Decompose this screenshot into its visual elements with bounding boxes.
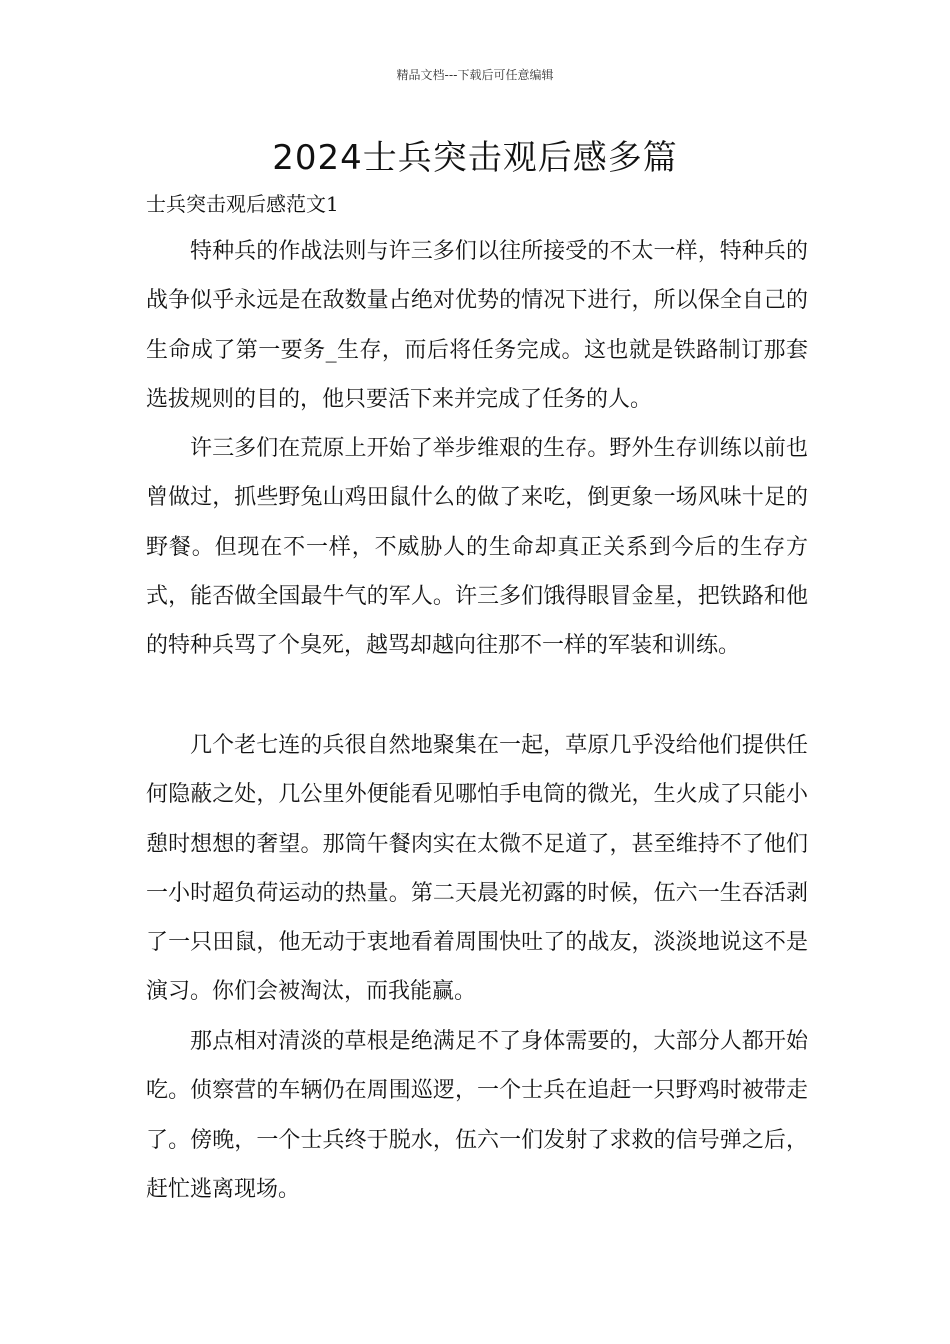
paragraph-2: 许三多们在荒原上开始了举步维艰的生存。野外生存训练以前也曾做过，抓些野兔山鸡田鼠什么的做了来吃，倒更象一场风味十足的野餐。但现在不一样，不威胁人的生命却真正关系到今后的生存方式，能否做全国最牛气的军人。许三多们饿得眼冒金星，把铁路和他的特种兵骂了个臭死，越骂却越向往那不一样的军装和训练。	[146, 436, 808, 659]
header-note: 精品文档---下载后可任意编辑	[396, 68, 554, 82]
paragraph-3: 几个老七连的兵很自然地聚集在一起，草原几乎没给他们提供任何隐蔽之处，几公里外便能看见哪怕手电筒的微光，生火成了只能小憩时想想的奢望。那筒午餐肉实在太微不足道了，甚至维持不了他们一小时超负荷运动的热量。第二天晨光初露的时候，伍六一生吞活剥了一只田鼠，他无动于衷地看着周围快吐了的战友，淡淡地说这不是演习。你们会被淘汰，而我能赢。	[146, 733, 808, 1005]
document-subtitle: 士兵突击观后感范文1	[146, 192, 339, 216]
document-title: 2024士兵突击观后感多篇	[272, 138, 678, 178]
paragraph-1: 特种兵的作战法则与许三多们以往所接受的不太一样，特种兵的战争似乎永远是在敌数量占绝对优势的情况下进行，所以保全自己的生命成了第一要务_生存，而后将任务完成。这也就是铁路制订那套选拔规则的目的，他只要活下来并完成了任务的人。	[146, 239, 808, 412]
paragraph-4: 那点相对清淡的草根是绝满足不了身体需要的，大部分人都开始吃。侦察营的车辆仍在周围巡逻，一个士兵在追赶一只野鸡时被带走了。傍晚，一个士兵终于脱水，伍六一们发射了求救的信号弹之后，赶忙逃离现场。	[146, 1029, 808, 1202]
